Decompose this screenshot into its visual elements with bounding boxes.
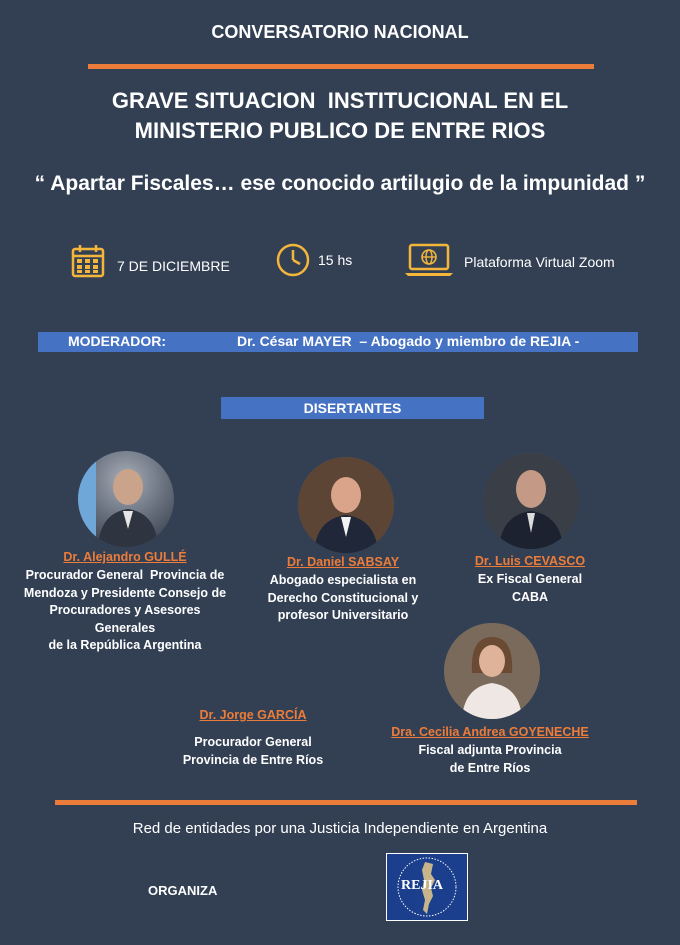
speaker-desc	[375, 742, 605, 777]
moderator-label: MODERADOR:	[68, 333, 166, 349]
speaker-desc	[248, 572, 438, 625]
speaker-desc-line: Derecho Constitucional y	[267, 590, 419, 605]
speaker-desc-line: Procuradores y Asesores Generales	[49, 603, 201, 635]
title-line-2: MINISTERIO PUBLICO DE ENTRE RIOS	[134, 118, 546, 143]
laptop-globe-icon	[403, 242, 455, 278]
speaker-sabsay	[248, 555, 438, 625]
event-platform: Plataforma Virtual Zoom	[464, 254, 615, 270]
speaker-desc-line: de Entre Ríos	[449, 760, 531, 775]
speaker-desc	[158, 734, 348, 769]
calendar-icon	[70, 243, 106, 279]
speaker-name: Dr. Daniel SABSAY	[286, 555, 400, 569]
speaker-photo-cevasco	[483, 453, 579, 549]
organiza-label: ORGANIZA	[148, 883, 218, 898]
top-divider	[88, 64, 594, 69]
speakers-heading: DISERTANTES	[303, 400, 402, 416]
speaker-desc-line: profesor Universitario	[277, 608, 409, 622]
speaker-garcia	[158, 708, 348, 769]
avatar	[298, 457, 394, 553]
avatar	[444, 623, 540, 719]
speaker-desc-line: CABA	[511, 589, 549, 604]
speaker-name: Dr. Luis CEVASCO	[474, 554, 586, 568]
bottom-divider	[55, 800, 637, 805]
speaker-desc	[460, 571, 600, 606]
speakers-heading-band	[221, 397, 484, 419]
speaker-cevasco	[460, 554, 600, 606]
speaker-desc-line: Procurador General Provincia de	[25, 568, 225, 582]
speaker-name: Dr. Jorge GARCÍA	[199, 708, 307, 722]
speaker-desc-line: Ex Fiscal General	[477, 572, 583, 586]
speaker-desc-line: Fiscal adjunta Provincia	[418, 743, 562, 757]
speaker-desc	[20, 567, 230, 655]
speaker-name: Dr. Alejandro GULLÉ	[63, 550, 187, 564]
speaker-desc-line: de la República Argentina	[48, 638, 202, 652]
speaker-desc-line: Provincia de Entre Ríos	[182, 752, 324, 767]
subtitle: “ Apartar Fiscales… ese conocido artilugio de la impunidad ”	[34, 172, 646, 195]
speaker-name: Dra. Cecilia Andrea GOYENECHE	[391, 725, 589, 739]
event-type: CONVERSATORIO NACIONAL	[211, 22, 469, 42]
speaker-desc-line: Mendoza y Presidente Consejo de	[23, 585, 227, 600]
speaker-goyeneche	[375, 725, 605, 777]
moderator-name: Dr. César MAYER – Abogado y miembro de REJIA -	[237, 333, 580, 349]
clock-icon	[275, 242, 311, 278]
speaker-photo-gulle	[78, 451, 174, 547]
speaker-desc-line: Abogado especialista en	[269, 573, 417, 587]
speaker-photo-sabsay	[298, 457, 394, 553]
avatar	[78, 451, 174, 547]
logo-text: REJIA	[401, 878, 444, 893]
page-title	[0, 86, 680, 146]
speaker-desc-line: Procurador General	[194, 735, 312, 749]
speaker-photo-goyeneche	[444, 623, 540, 719]
moderator-band	[38, 332, 638, 352]
speaker-gulle	[20, 550, 230, 655]
organizer-network: Red de entidades por una Justicia Independiente en Argentina	[132, 820, 548, 837]
title-line-1: GRAVE SITUACION INSTITUCIONAL EN EL	[111, 88, 569, 113]
avatar	[483, 453, 579, 549]
event-time: 15 hs	[318, 252, 353, 268]
rejia-logo	[386, 853, 468, 921]
event-date: 7 DE DICIEMBRE	[117, 258, 230, 274]
